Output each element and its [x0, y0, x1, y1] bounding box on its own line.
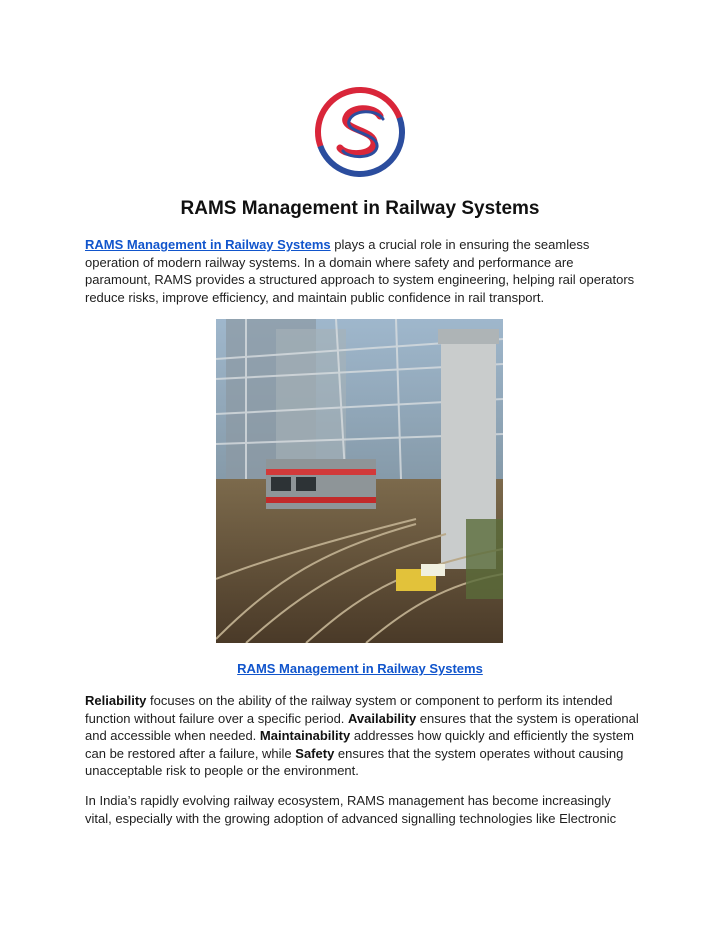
caption-link[interactable]: RAMS Management in Railway Systems [237, 661, 483, 676]
intro-text: plays a crucial role in ensuring the seamless operation of modern railway systems. In a domain where safety and performance are paramount, RAMS provides a structured approach to system engineering, helping rail operators reduce risks, improve efficiency, and maintain public confidence in rail transport. [85, 237, 635, 305]
image-caption [0, 661, 720, 676]
definition-text: ensures that the system operates without causing unacceptable risk to people or the environment. [85, 745, 624, 779]
railway-photo [216, 319, 503, 643]
definition-text: ensures that the system is operational and accessible when needed. [85, 710, 639, 744]
page-title: RAMS Management in Railway Systems [180, 198, 540, 219]
definition-text: addresses how quickly and efficiently the system can be restored after a failure, while [85, 728, 634, 761]
intro-paragraph [85, 236, 640, 306]
term-maintainability: Maintainability [259, 728, 351, 744]
term-reliability: Reliability [85, 693, 147, 708]
term-safety: Safety [295, 745, 335, 761]
closing-paragraph: In India’s rapidly evolving railway ecosystem, RAMS management has become increasingly vital, especially with the growing adoption of advanced signalling technologies like Electronic [85, 793, 617, 826]
definition-text: focuses on the ability of the railway system or component to perform its intended function without failure over a specific period. [85, 693, 613, 726]
intro-link[interactable]: RAMS Management in Railway Systems [85, 237, 331, 252]
company-logo [314, 86, 406, 178]
definitions-paragraph [85, 692, 640, 780]
term-availability: Availability [348, 710, 417, 726]
